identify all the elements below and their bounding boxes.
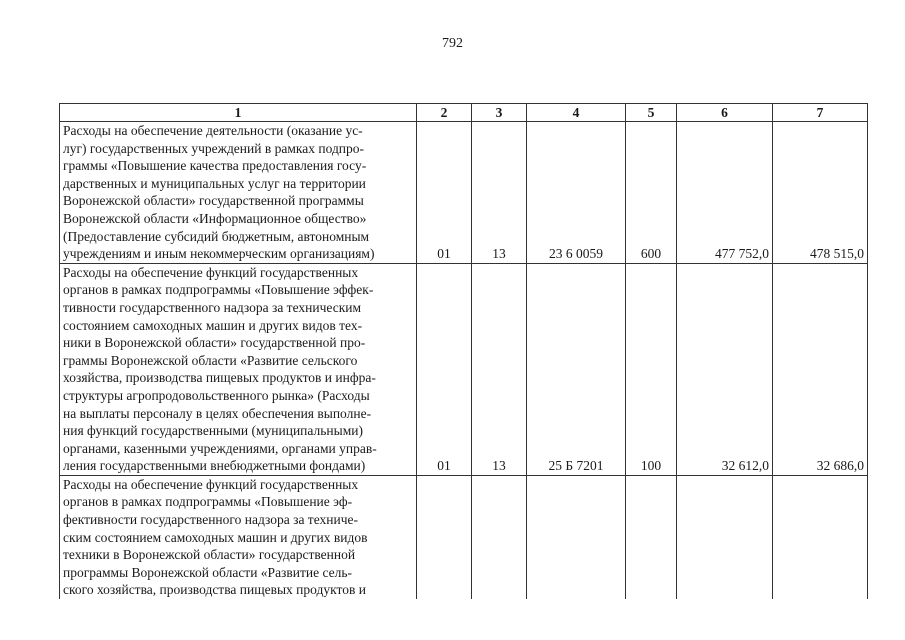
- amount-year-1: 32 612,0: [677, 263, 773, 475]
- subsection-code: 13: [472, 263, 527, 475]
- amount-year-2: [773, 475, 868, 599]
- section-code: [417, 475, 472, 599]
- section-code: 01: [417, 122, 472, 264]
- description-line: ния функций государственными (муниципальными): [63, 423, 363, 439]
- description-line: ским состоянием самоходных машин и других видов: [63, 529, 368, 545]
- page-number: 792: [442, 36, 463, 51]
- expense-type-code: [626, 475, 677, 599]
- amount-year-1: 477 752,0: [677, 122, 773, 264]
- description-line: граммы Воронежской области «Развитие сельского: [63, 352, 358, 368]
- description-line: хозяйства, производства пищевых продуктов и инфра-: [63, 370, 376, 386]
- section-code: 01: [417, 263, 472, 475]
- description-line: Воронежской области» государственной программы: [63, 193, 364, 209]
- description-line: граммы «Повышение качества предоставления госу-: [63, 158, 367, 174]
- description-line: Расходы на обеспечение функций государственных: [63, 264, 359, 280]
- description-line: органами, казенными учреждениями, органами управ-: [63, 440, 377, 456]
- description-line: учреждениям и иным некоммерческим организациям): [63, 246, 375, 262]
- column-header-2: 2: [417, 104, 472, 122]
- table-row: [60, 475, 868, 599]
- table-header-row: [60, 104, 868, 122]
- expense-type-code: 600: [626, 122, 677, 264]
- description-line: ского хозяйства, производства пищевых продуктов и: [63, 582, 366, 598]
- description-line: Расходы на обеспечение деятельности (оказание ус-: [63, 123, 363, 138]
- row-description: [60, 475, 417, 599]
- description-line: органов в рамках подпрограммы «Повышение эф-: [63, 494, 353, 510]
- description-line: дарственных и муниципальных услуг на территории: [63, 175, 366, 191]
- column-header-5: 5: [626, 104, 677, 122]
- description-line: ления государственными внебюджетными фондами): [63, 458, 366, 474]
- column-header-1: 1: [60, 104, 417, 122]
- description-line: состоянием самоходных машин и других видов тех-: [63, 317, 363, 333]
- table-row: [60, 122, 868, 264]
- description-line: программы Воронежской области «Развитие сель-: [63, 564, 353, 580]
- target-article-code: 25 Б 7201: [527, 263, 626, 475]
- description-line: органов в рамках подпрограммы «Повышение эффек-: [63, 282, 374, 298]
- budget-table: [59, 103, 868, 599]
- target-article-code: [527, 475, 626, 599]
- description-line: фективности государственного надзора за техниче-: [63, 512, 358, 528]
- description-line: (Предоставление субсидий бюджетным, автономным: [63, 228, 370, 244]
- description-line: Воронежской области «Информационное общество»: [63, 210, 367, 226]
- amount-year-1: [677, 475, 773, 599]
- description-line: ники в Воронежской области» государственной про-: [63, 335, 366, 351]
- description-line: на выплаты персоналу в целях обеспечения выполне-: [63, 405, 372, 421]
- column-header-7: 7: [773, 104, 868, 122]
- subsection-code: [472, 475, 527, 599]
- description-line: структуры агропродовольственного рынка» (Расходы: [63, 387, 370, 403]
- expense-type-code: 100: [626, 263, 677, 475]
- description-line: луг) государственных учреждений в рамках подпро-: [63, 140, 365, 156]
- column-header-6: 6: [677, 104, 773, 122]
- table-row: [60, 263, 868, 475]
- description-line: тивности государственного надзора за техническим: [63, 299, 362, 315]
- subsection-code: 13: [472, 122, 527, 264]
- description-line: техники в Воронежской области» государственной: [63, 547, 356, 563]
- column-header-4: 4: [527, 104, 626, 122]
- row-description: [60, 263, 417, 475]
- column-header-3: 3: [472, 104, 527, 122]
- amount-year-2: 478 515,0: [773, 122, 868, 264]
- target-article-code: 23 6 0059: [527, 122, 626, 264]
- description-line: Расходы на обеспечение функций государственных: [63, 476, 359, 492]
- row-description: [60, 122, 417, 264]
- amount-year-2: 32 686,0: [773, 263, 868, 475]
